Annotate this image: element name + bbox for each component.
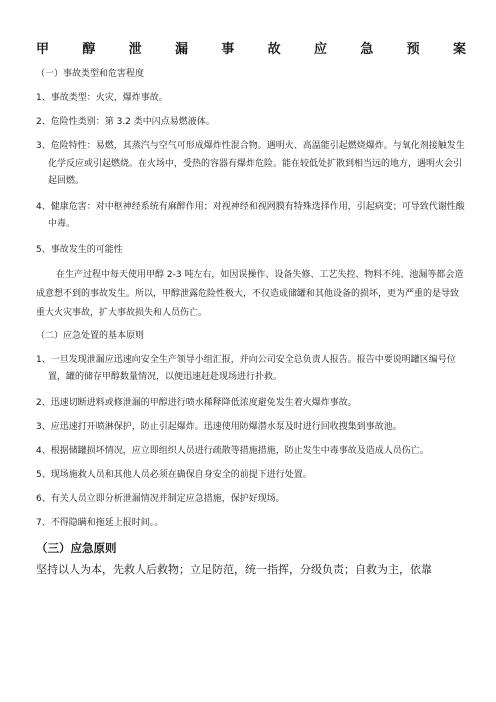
list-item: 2、危险性类别：第 3.2 类中闪点易燃液体。 — [36, 117, 215, 127]
title-char: 案 — [452, 42, 466, 57]
section3-heading: （三）应急原则 — [36, 540, 117, 555]
list-item: 5、现场施救人员和其他人员必须在确保自身安全的前提下进行处置。 — [36, 469, 312, 480]
list-item: 1、事故类型：火灾，爆炸事故。 — [36, 93, 168, 103]
title-char: 预 — [406, 42, 420, 57]
title-char: 故 — [267, 42, 281, 57]
title-char: 急 — [360, 42, 374, 57]
section1-heading: （一）事故类型和危害程度 — [36, 69, 145, 79]
paragraph: 在生产过程中每天使用甲醇 2-3 吨左右，如因误操作、设备失修、工艺失控、物料不纯、池漏等都会造成意想不到的事故发生。所以，甲醇泄露危险性极大，不仅造成储罐和其他设备的损坏，更为严重的是导致重大火灾事故，扩大事故损失和人员伤亡。 — [36, 269, 464, 318]
title-char: 泄 — [128, 42, 142, 57]
list-item: 4、根据储罐损坏情况，应立即组织人员进行疏散等措施措施，防止发生中毒事故及造成人员伤亡。 — [36, 445, 429, 456]
list-item: 5、事故发生的可能性 — [36, 244, 123, 255]
list-item: 3、危险特性：易燃，其蒸汽与空气可形成爆炸性混合物。遇明火、高温能引起燃烧爆炸。与氧化剂接触发生化学反应或引起燃烧。在火场中，受热的容器有爆炸危险。能在较低处扩散到相当远的地方，遇明火会引起回燃。 — [36, 141, 465, 186]
title-char: 事 — [221, 42, 235, 57]
list-item: 3、应迅速打开喷淋保护，防止引起爆炸。迅速使用防爆潜水泵及时进行回收搜集到事故池。 — [36, 421, 402, 432]
title-char: 漏 — [174, 42, 188, 57]
title-char: 醇 — [82, 42, 96, 57]
list-item: 4、健康危害：对中枢神经系统有麻醉作用；对视神经和视网膜有特殊选择作用，引起病变；可导致代谢性酸中毒。 — [36, 201, 465, 229]
list-item: 2、迅速切断进料或修泄漏的甲醇进行喷水稀释降低浓度避免发生着火爆炸事故。 — [36, 397, 357, 408]
document-title — [36, 38, 466, 57]
list-item: 7、不得隐瞒和拖延上报时间。。 — [36, 517, 164, 528]
list-item: 1、一旦发现泄漏应迅速向安全生产领导小组汇报，并向公司安全总负责人报告。报告中要说明罐区编号位置，罐的储存甲醇数量情况，以便迅速赶赴现场进行扑救。 — [36, 354, 456, 382]
paragraph: 坚持以人为本，先救人后救物；立足防范，统一指挥，分级负责；自救为主，依靠 — [36, 562, 432, 576]
section2-heading: （二）应急处置的基本原则 — [36, 330, 145, 341]
document-body — [36, 66, 466, 579]
list-item: 6、有关人员立即分析泄漏情况并制定应急措施，保护好现场。 — [36, 493, 285, 504]
title-char: 应 — [313, 42, 327, 57]
title-char: 甲 — [36, 42, 50, 57]
